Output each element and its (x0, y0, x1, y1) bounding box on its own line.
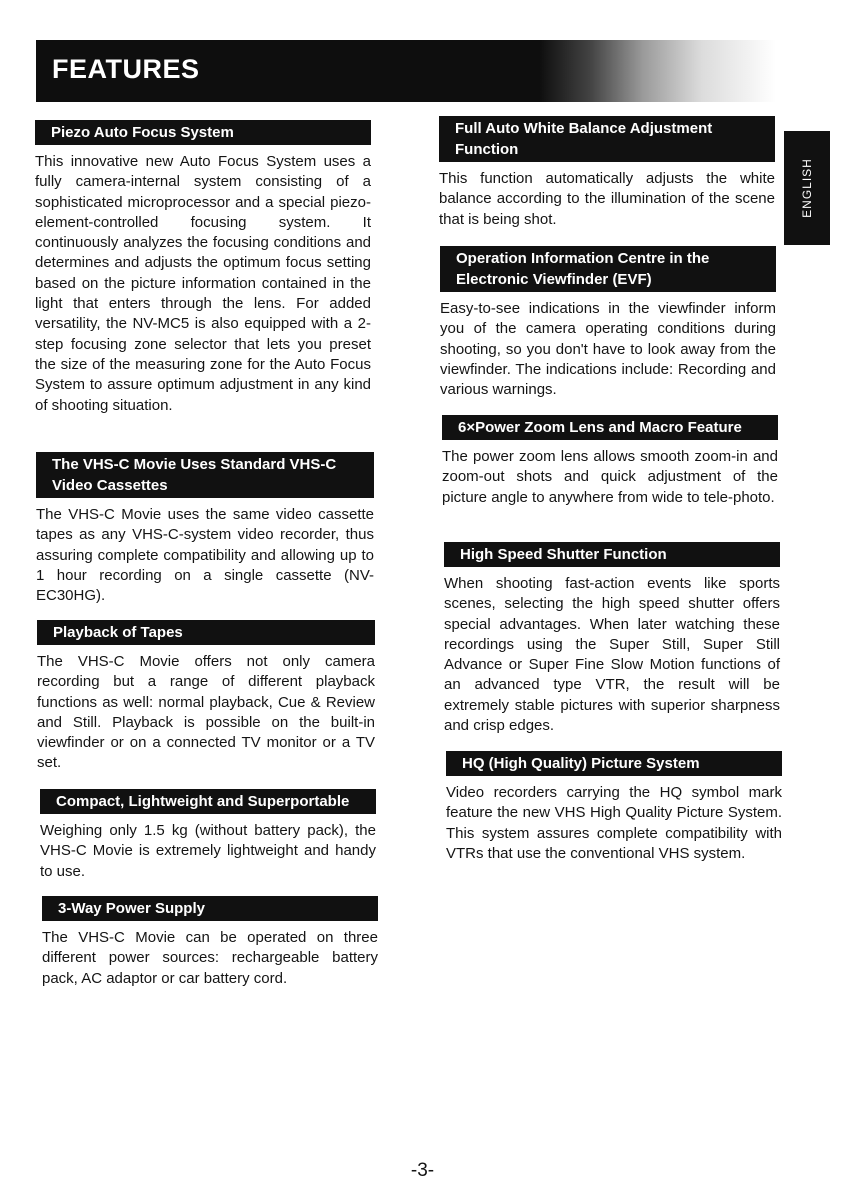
page-number: -3- (410, 1160, 435, 1181)
language-tab-label: ENGLISH (800, 158, 814, 218)
section-vhs-c-cassettes (36, 452, 374, 606)
section-power-supply (42, 896, 378, 989)
section-heading: Compact, Lightweight and Superportable (40, 789, 376, 814)
section-power-zoom (442, 415, 778, 508)
section-body: This function automatically adjusts the white balance according to the illumination of the scene that is being shot. (439, 170, 775, 228)
section-playback-of-tapes (37, 620, 375, 774)
section-body: This innovative new Auto Focus System uses a fully camera-internal system consisting of a sophisticated microprocessor and a special piezo-element-controlled focusing system. It continuously analyzes the focusing conditions and determines and adjusts the optimum focus setting based on the picture information contained in the light that enters through the lens. For added versatility, the NV-MC5 is also equipped with a 2-step focusing zone selector that lets you preset the size of the measuring zone for the Auto Focus System to assure optimum adjustment in any kind of shooting situation. (35, 153, 371, 414)
section-compact-lightweight (40, 789, 376, 882)
section-body: The VHS-C Movie uses the same video cassette tapes as any VHS-C-system video recorder, thus assuring complete compatibility and allowing up to 1 hour recording on a single cassette (NV-EC30HG). (36, 506, 374, 605)
section-body: Video recorders carrying the HQ symbol mark feature the new VHS High Quality Picture System. This system assures complete compatibility with VTRs that use the conventional VHS system. (446, 784, 782, 862)
language-tab (784, 131, 830, 245)
section-piezo-auto-focus (35, 120, 371, 416)
section-heading: HQ (High Quality) Picture System (446, 751, 782, 776)
section-white-balance (439, 116, 775, 230)
section-body: The VHS-C Movie offers not only camera recording but a range of different playback functions as well: normal playback, Cue & Review and Still. Playback is possible on the built-in viewfinder or on a connected TV monitor or a TV set. (37, 653, 375, 772)
section-body: The power zoom lens allows smooth zoom-in and zoom-out shots and quick adjustment of the picture angle to anywhere from wide to tele-photo. (442, 448, 778, 506)
section-heading: 6×Power Zoom Lens and Macro Feature (442, 415, 778, 440)
section-heading: Piezo Auto Focus System (35, 120, 371, 145)
section-body: When shooting fast-action events like sports scenes, selecting the high speed shutter offers special advantages. When later watching these recordings using the Super Still, Super Still Advance or Super Fine Slow Motion functions of an advanced type VTR, the result will be extremely stable pictures with superior sharpness and crisp edges. (444, 575, 780, 735)
section-heading: Playback of Tapes (37, 620, 375, 645)
section-high-speed-shutter (444, 542, 780, 736)
section-body: Weighing only 1.5 kg (without battery pack), the VHS-C Movie is extremely lightweight and handy to use. (40, 822, 376, 880)
section-heading: Full Auto White Balance Adjustment Function (439, 116, 775, 162)
section-heading: 3-Way Power Supply (42, 896, 378, 921)
section-hq-picture-system (446, 751, 782, 864)
section-heading: High Speed Shutter Function (444, 542, 780, 567)
section-body: Easy-to-see indications in the viewfinder inform you of the camera operating conditions during shooting, so you don't have to look away from the viewfinder. The indications include: Recording and various warnings. (440, 300, 776, 399)
section-evf-information (440, 246, 776, 400)
features-banner (36, 40, 776, 102)
section-heading: Operation Information Centre in the Electronic Viewfinder (EVF) (440, 246, 776, 292)
section-heading: The VHS-C Movie Uses Standard VHS-C Video Cassettes (36, 452, 374, 498)
page-title: FEATURES (52, 54, 200, 84)
section-body: The VHS-C Movie can be operated on three different power sources: rechargeable battery pack, AC adaptor or car battery cord. (42, 929, 378, 987)
